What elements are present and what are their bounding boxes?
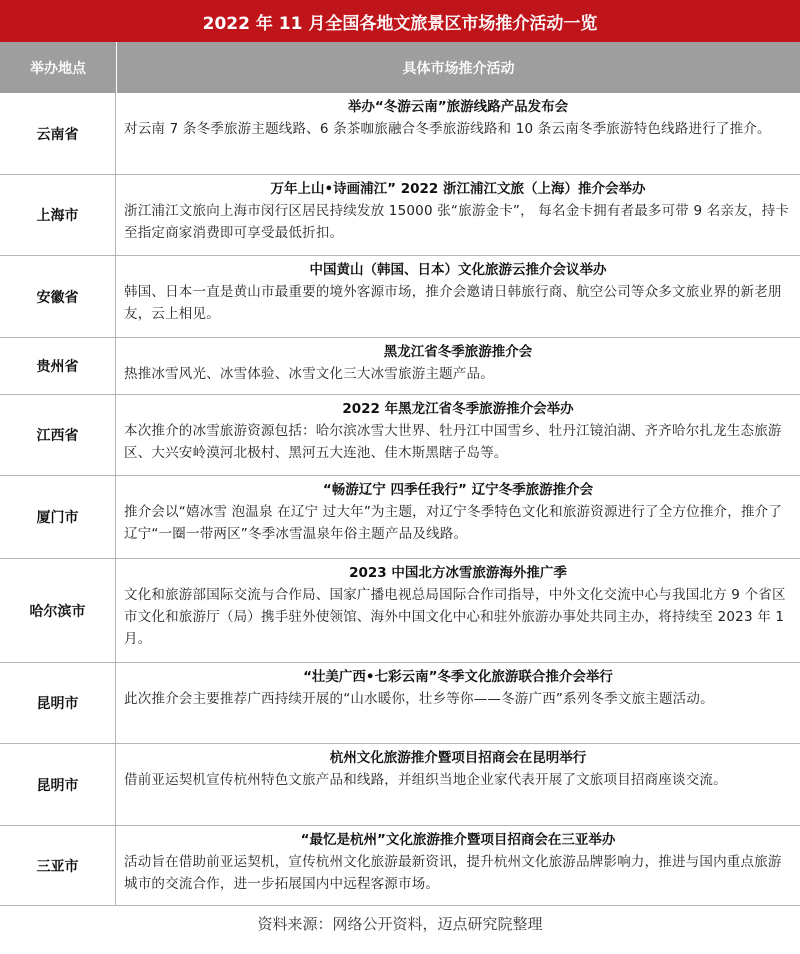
row-place: 贵州省 (0, 338, 116, 394)
event-desc: 浙江浦江文旅向上海市闵行区居民持续发放 15000 张“旅游金卡”， 每名金卡拥有者最多可带 9 名亲友，持卡至指定商家消费即可享受最低折扣。 (124, 203, 789, 241)
event-title: 万年上山•诗画浦江” 2022 浙江浦江文旅（上海）推介会举办 (270, 181, 646, 197)
table-row (0, 338, 800, 395)
event-title: 举办“冬游云南”旅游线路产品发布会 (347, 99, 569, 115)
row-place: 哈尔滨市 (0, 559, 116, 662)
table-row (0, 559, 800, 663)
header-place: 举办地点 (0, 42, 117, 93)
row-place: 昆明市 (0, 663, 116, 743)
row-content (116, 663, 800, 743)
event-desc: 对云南 7 条冬季旅游主题线路、6 条茶咖旅融合冬季旅游线路和 10 条云南冬季旅游特色线路进行了推介。 (124, 121, 771, 137)
row-content (116, 338, 800, 394)
row-content (116, 256, 800, 337)
row-place: 安徽省 (0, 256, 116, 337)
event-desc: 韩国、日本一直是黄山市最重要的境外客源市场，推介会邀请日韩旅行商、航空公司等众多文旅业界的新老朋友，云上相见。 (124, 284, 782, 322)
event-title: “畅游辽宁 四季任我行” 辽宁冬季旅游推介会 (322, 482, 594, 498)
event-title: 中国黄山（韩国、日本）文化旅游云推介会议举办 (309, 262, 607, 278)
table-header (0, 42, 800, 93)
table-row (0, 256, 800, 338)
row-place: 厦门市 (0, 476, 116, 558)
event-desc: 借前亚运契机宣传杭州特色文旅产品和线路，并组织当地企业家代表开展了文旅项目招商座谈交流。 (124, 772, 727, 788)
table-row (0, 744, 800, 826)
row-content (116, 744, 800, 825)
event-desc: 热推冰雪风光、冰雪体验、冰雪文化三大冰雪旅游主题产品。 (124, 366, 494, 382)
row-place: 江西省 (0, 395, 116, 475)
row-content (116, 559, 800, 662)
event-title: 2022 年黑龙江省冬季旅游推介会举办 (342, 401, 574, 417)
row-content (116, 476, 800, 558)
table-body (0, 93, 800, 906)
row-place: 上海市 (0, 175, 116, 255)
source-note: 资料来源：网络公开资料，迈点研究院整理 (257, 914, 543, 933)
event-desc: 活动旨在借助前亚运契机，宣传杭州文化旅游最新资讯，提升杭州文化旅游品牌影响力，推进与国内重点旅游城市的交流合作，进一步拓展国内中远程客源市场。 (124, 854, 782, 892)
event-desc: 本次推介的冰雪旅游资源包括：哈尔滨冰雪大世界、牡丹江中国雪乡、牡丹江镜泊湖、齐齐哈尔扎龙生态旅游区、大兴安岭漠河北极村、黑河五大连池、佳木斯黑瞎子岛等。 (124, 423, 782, 461)
event-desc: 推介会以“嬉冰雪 泡温泉 在辽宁 过大年”为主题，对辽宁冬季特色文化和旅游资源进行了全方位推介，推介了辽宁“一圈一带两区”冬季冰雪温泉年俗主题产品及线路。 (124, 504, 783, 542)
table-row (0, 663, 800, 744)
event-title: “壮美广西•七彩云南”冬季文化旅游联合推介会举行 (303, 669, 613, 685)
row-content (116, 93, 800, 174)
table-row (0, 476, 800, 559)
event-title: 杭州文化旅游推介暨项目招商会在昆明举行 (329, 750, 587, 766)
table-title: 2022 年 11 月全国各地文旅景区市场推介活动一览 (0, 0, 800, 42)
row-content (116, 175, 800, 255)
table-row (0, 395, 800, 476)
row-place: 三亚市 (0, 826, 116, 905)
event-title: 2023 中国北方冰雪旅游海外推广季 (349, 565, 567, 581)
event-desc: 文化和旅游部国际交流与合作局、国家广播电视总局国际合作司指导，中外文化交流中心与我国北方 9 个省区市文化和旅游厅（局）携手驻外使领馆、海外中国文化中心和驻外旅游办事处共同主办，将持续至 2023 年 1 月。 (124, 587, 786, 647)
table-row (0, 826, 800, 906)
row-content (116, 395, 800, 475)
event-title: 黑龙江省冬季旅游推介会 (383, 344, 533, 360)
row-place: 云南省 (0, 93, 116, 174)
header-activity: 具体市场推介活动 (402, 60, 515, 77)
row-place: 昆明市 (0, 744, 116, 825)
table-row (0, 93, 800, 175)
table-row (0, 175, 800, 256)
event-desc: 此次推介会主要推荐广西持续开展的“山水暖你，壮乡等你——冬游广西”系列冬季文旅主题活动。 (124, 691, 714, 707)
event-title: “最忆是杭州”文化旅游推介暨项目招商会在三亚举办 (300, 832, 616, 848)
row-content (116, 826, 800, 905)
